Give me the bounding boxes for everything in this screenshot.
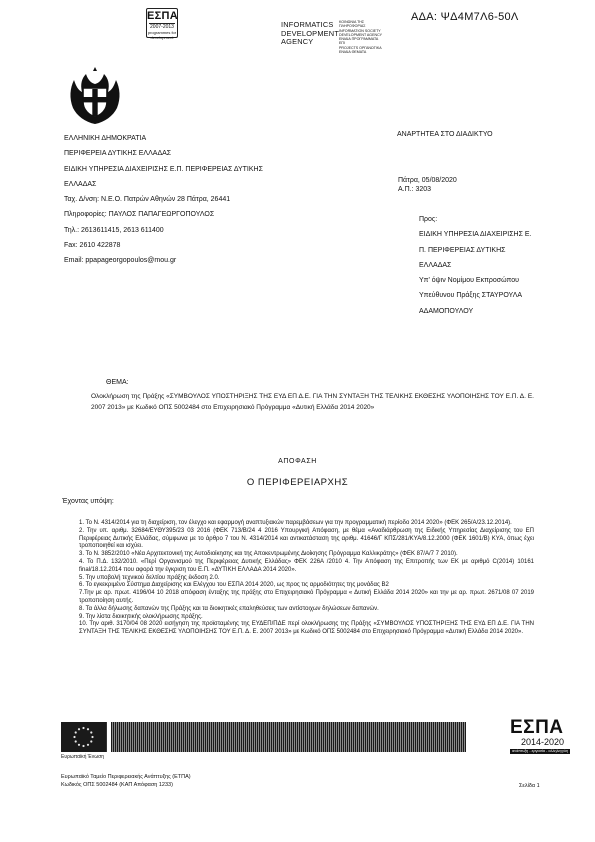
agency-name bbox=[281, 21, 339, 47]
sender-fax: Fax: 2610 422878 bbox=[64, 242, 121, 250]
footer-code: Κωδικός ΟΠΣ 5002484 (ΚΑΠ Απόφαση 1233) bbox=[61, 781, 173, 788]
eu-label: Ευρωπαϊκή Ένωση bbox=[61, 754, 104, 760]
sender-country: ΕΛΛΗΝΙΚΗ ΔΗΜΟΚΡΑΤΙΑ bbox=[64, 135, 147, 142]
protocol-number: Α.Π.: 3203 bbox=[398, 186, 432, 194]
agency-small-line: ΕΠΙ bbox=[339, 41, 345, 46]
date-protocol-block bbox=[398, 176, 457, 195]
list-item: 7.Την με αρ. πρωτ. 4196/04 10 2018 απόφαση ένταξης της πράξης στο Επιχειρησιακό Πρόγραμμα « Δυτική Ελλάδα 2014 2020» και την με αρ. πρωτ. 2671/08 07 2019 τροποποίηση αυτής. bbox=[79, 590, 534, 604]
recipient-line: Υπ' όψιν Νομίμου Εκπροσώπου bbox=[419, 277, 519, 285]
list-item: 4. Το Π.Δ. 132/2010. «Περί Οργανισμού της Περιφέρειας Δυτικής Ελλάδας» ΦΕΚ 226Α /2010 4. Την Απόφαση της Επιτροπής των ΕΚ με αριθμό C(2014) 10161 final/18.12.2014 που αφορά την έγκριση του Ε.Π. «ΔΥΤΙΚΗ ΕΛΛΑΔΑ 2014 2020». bbox=[79, 558, 534, 573]
recipient-line: Π. ΠΕΡΙΦΕΡΕΙΑΣ ΔΥΤΙΚΗΣ bbox=[419, 246, 506, 254]
list-item: 1. Το Ν. 4314/2014 για τη διαχείριση, τον έλεγχο και εφαρμογή αναπτυξιακών παρεμβάσεων για την προγραμματική περίοδο 2014 2020» (ΦΕΚ 265/Α/23.12.2014). bbox=[79, 520, 512, 526]
espa-logo-years: 2007-2013 bbox=[150, 24, 174, 30]
agency-small-print bbox=[339, 20, 409, 54]
hatched-banner bbox=[111, 722, 466, 752]
sender-service: ΕΙΔΙΚΗ ΥΠΗΡΕΣΙΑ ΔΙΑΧΕΙΡΙΣΗΣ Ε.Π. ΠΕΡΙΦΕΡΕΙΑΣ ΔΥΤΙΚΗΣ bbox=[64, 165, 263, 173]
espa-logo-sub: programmes for development bbox=[147, 30, 177, 40]
agency-line-2: DEVELOPMENT bbox=[281, 28, 340, 38]
eu-stars-icon bbox=[61, 722, 106, 752]
logo-divider bbox=[106, 722, 107, 752]
espa-bottom-tagline: ανάπτυξη - εργασία - αλληλεγγύη bbox=[512, 749, 569, 753]
sender-block bbox=[64, 131, 314, 269]
agency-small-line: INFORMATION SOCIETY bbox=[339, 28, 381, 33]
sender-service-cont: ΕΛΛΑΔΑΣ bbox=[64, 180, 97, 188]
sender-address: Ταχ. Δ/νση: Ν.Ε.Ο. Πατρών Αθηνών 28 Πάτρα, 26441 bbox=[64, 196, 231, 204]
sender-phone: Τηλ.: 2613611415, 2613 611400 bbox=[64, 226, 164, 234]
espa-bottom-logo-text: ΕΣΠΑ bbox=[510, 717, 564, 738]
agency-small-line: ΚΟΙΝΩΝΙΑ ΤΗΣ bbox=[339, 20, 365, 24]
page-number: Σελίδα 1 bbox=[519, 783, 540, 789]
recipient-line: Υπεύθυνου Πράξης ΣΤΑΥΡΟΥΛΑ bbox=[419, 292, 523, 300]
espa-logo-bottom bbox=[510, 718, 570, 760]
subject-text: Ολοκλήρωση της Πράξης «ΣΥΜΒΟΥΛΟΣ ΥΠΟΣΤΗΡΙΞΗΣ ΤΗΣ ΕΥΔ ΕΠ Δ.Ε. ΓΙΑ ΤΗΝ ΣΥΝΤΑΞΗ ΤΗΣ ΤΕΛΙΚΗΣ ΕΚΘΕΣΗΣ ΥΛΟΠΟΙΗΣΗΣ ΤΟΥ Ε.Π. Δ. Ε. 2007 2013» με Κωδικό ΟΠΣ 5002484 στο Επιχειρησιακό Πρόγραμμα «Δυτική Ελλάδα 2014 2020» bbox=[91, 393, 534, 412]
ada-code: ΑΔΑ: ΨΔ4Μ7Λ6-50Λ bbox=[411, 11, 519, 23]
agency-small-line: ΕΝΙΑΙΑ ΠΡΟΓΡΑΜΜΑΤΑ bbox=[339, 37, 379, 42]
greek-coat-of-arms-icon bbox=[64, 64, 126, 126]
recipient-line: ΕΙΔΙΚΗ ΥΠΗΡΕΣΙΑ ΔΙΑΧΕΙΡΙΣΗΣ Ε. bbox=[419, 231, 532, 239]
recipient-label: Προς: bbox=[419, 216, 438, 223]
list-item: 9. Την λίστα διοικητικής ολοκλήρωσης πράξης. bbox=[79, 613, 203, 620]
agency-small-line: PROJECTS ΟΡΓΑΝΩΤΙΚΑ bbox=[339, 45, 382, 50]
decision-label: ΑΠΟΦΑΣΗ bbox=[278, 458, 317, 465]
agency-small-line: ΕΝΙΑΙΑ ΘΕΜΑΤΑ bbox=[339, 50, 367, 55]
footer-fund bbox=[61, 774, 191, 789]
list-item: 5. Την υποβολή τεχνικού δελτίου πράξης έκδοση 2.0. bbox=[79, 574, 220, 581]
agency-line-1: INFORMATICS bbox=[281, 20, 334, 29]
espa-bottom-years: 2014-2020 bbox=[521, 737, 565, 747]
list-item: 3. Το Ν. 3852/2010 «Νέα Αρχιτεκτονική της Αυτοδιοίκησης και της Αποκεντρωμένης Διοίκησης Πρόγραμμα Καλλικράτης» (ΦΕΚ 87/Α/7 7 2010). bbox=[79, 551, 458, 558]
agency-small-line: DEVELOPMENT AGENCY bbox=[339, 32, 383, 37]
agency-small-line: ΠΛΗΡΟΦΟΡΙΑΣ bbox=[339, 24, 366, 29]
eu-flag-icon bbox=[61, 722, 106, 752]
publish-notice: ΑΝΑΡΤΗΤΕΑ ΣΤΟ ΔΙΑΔΙΚΤΥΟ bbox=[397, 131, 493, 138]
document-date: Πάτρα, 05/08/2020 bbox=[398, 177, 457, 184]
subject-label: ΘΕΜΑ: bbox=[106, 379, 129, 386]
agency-line-3: AGENCY bbox=[281, 37, 314, 47]
sender-email: Email: ppapageorgopoulos@mou.gr bbox=[64, 257, 177, 265]
recipient-line: ΕΛΛΑΔΑΣ bbox=[419, 261, 452, 269]
list-item: 10. Την αριθ. 3170/04 08 2020 εισήγηση της προϊσταμένης της ΕΥΔΕΠ/ΠΔΕ περί ολοκλήρωσης της Πράξης «ΣΥΜΒΟΥΛΟΣ ΥΠΟΣΤΗΡΙΞΗΣ ΤΗΣ ΕΥΔ ΕΠ Δ.Ε. ΓΙΑ ΤΗΝ ΣΥΝΤΑΞΗ ΤΗΣ ΤΕΛΙΚΗΣ ΕΚΘΕΣΗΣ ΥΛΟΠΟΙΗΣΗΣ ΤΟΥ Ε.Π. Δ. Ε. 2007 2013» με Κωδικό ΟΠΣ 5002484 στο Επιχειρησιακό Πρόγραμμα «Δυτική Ελλάδα 2014 2020». bbox=[79, 621, 534, 636]
recipient-block bbox=[419, 212, 589, 319]
list-item: 6. Το εγκεκριμένο Σύστημα Διαχείρισης και Ελέγχου του ΕΣΠΑ 2014 2020, ως προς τις αρμοδιότητες της μονάδας Β2 bbox=[79, 582, 389, 589]
recipient-line: ΑΔΑΜΟΠΟΥΛΟΥ bbox=[419, 307, 474, 315]
regional-governor-heading: Ο ΠΕΡΙΦΕΡΕΙΑΡΧΗΣ bbox=[246, 477, 349, 488]
considering-label: Έχοντας υπόψη: bbox=[62, 498, 114, 505]
espa-logo-text: ΕΣΠΑ bbox=[147, 10, 179, 22]
footer-fund-name: Ευρωπαϊκό Ταμείο Περιφερειακής Ανάπτυξης (ΕΤΠΑ) bbox=[61, 774, 191, 780]
espa-logo-top bbox=[146, 8, 178, 38]
sender-contact: Πληροφορίες: ΠΑΥΛΟΣ ΠΑΠΑΓΕΩΡΓΟΠΟΥΛΟΣ bbox=[64, 211, 215, 219]
list-item: 2. Την υπ. αριθμ. 32684/ΕΥΘΥ395/23 03 2016 (ΦΕΚ 713/Β/24 4 2016 Υπουργική Απόφαση, με θέμα «Αναδιάρθρωση της Ειδικής Υπηρεσίας Διαχείρισης του ΕΠ Περιφέρειας Δυτικής Ελλάδας, σύμφωνα με το άρθρο 7 του Ν. 4314/2014 και αντικατάσταση της αριθμ. 41646/Γ ΚΠΣ/281/ΚΥΑ/8.12.2000 (ΦΕΚ 1601/Β) ΚΥΑ, όπως έχει τροποποιηθεί και ισχύει. bbox=[79, 527, 534, 550]
considerations-list bbox=[79, 520, 534, 637]
sender-region: ΠΕΡΙΦΕΡΕΙΑ ΔΥΤΙΚΗΣ ΕΛΛΑΔΑΣ bbox=[64, 150, 172, 158]
list-item: 8. Τα άλλα δήλωσης δαπανών της Πράξης και τα διοικητικές επαληθεύσεις των αντίστοιχων δηλώσεων δαπανών. bbox=[79, 605, 379, 612]
